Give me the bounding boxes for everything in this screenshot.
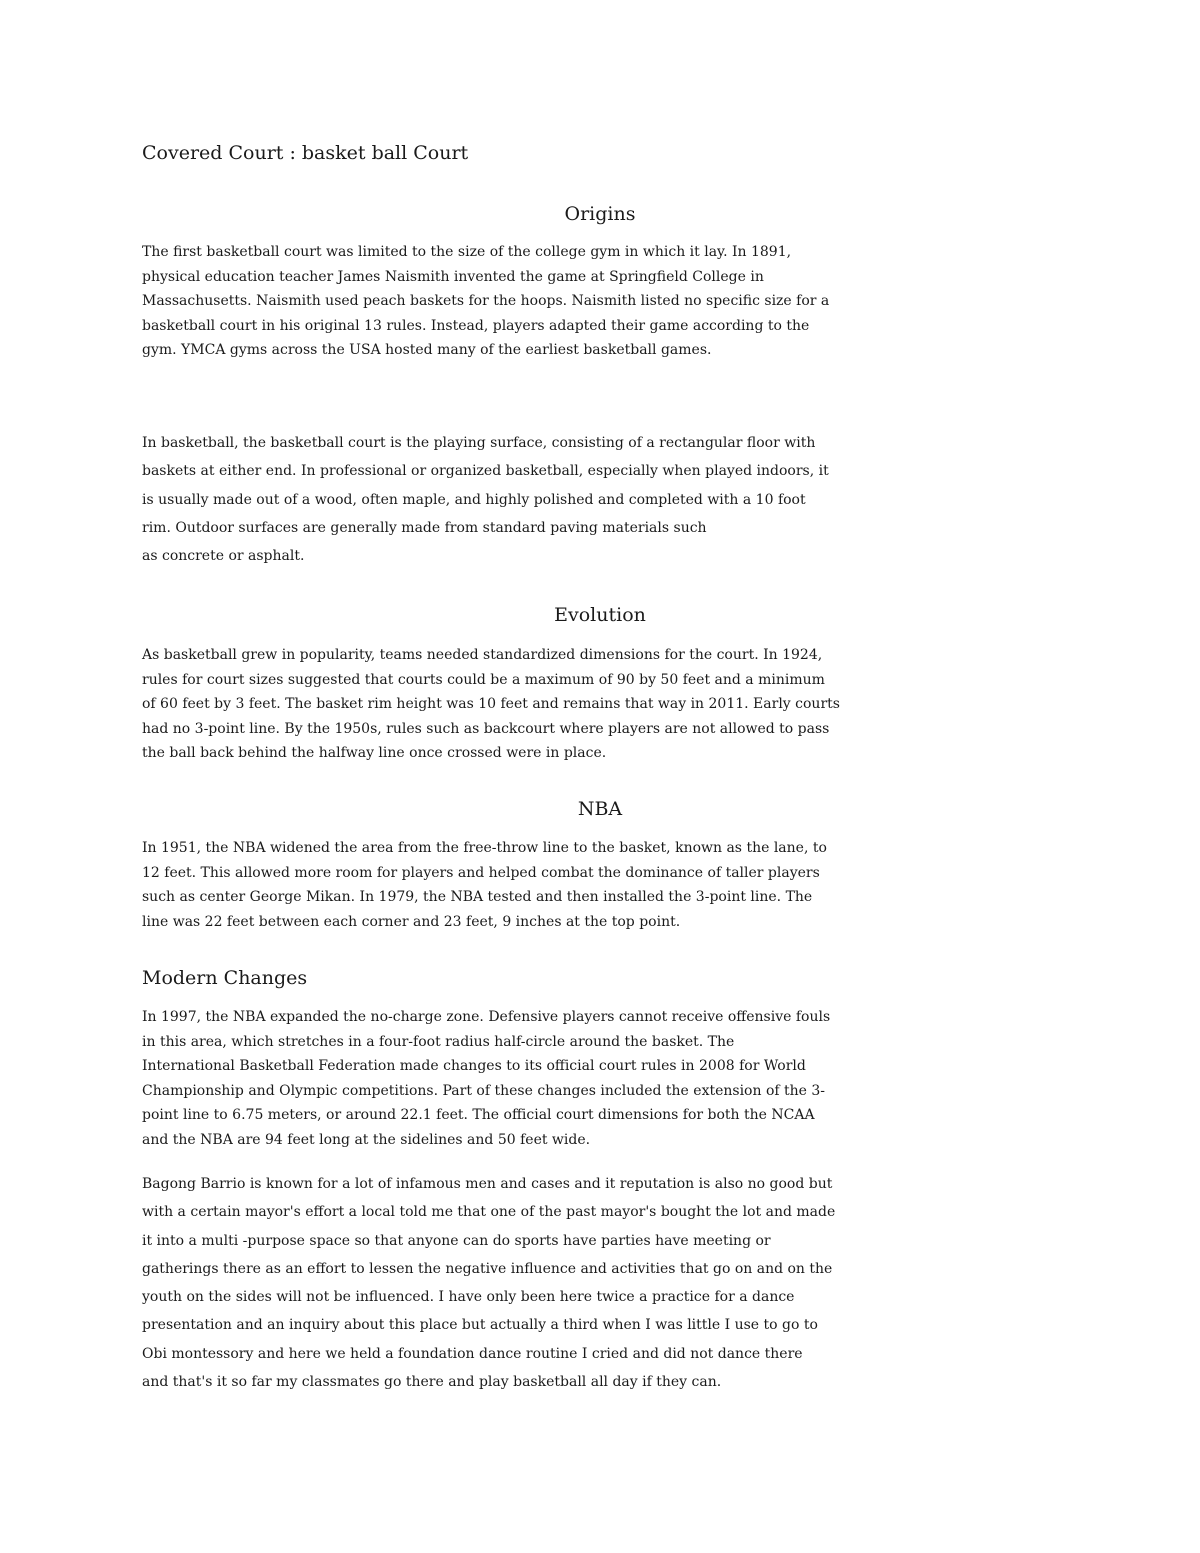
text-line: had no 3-point line. By the 1950s, rules such as backcourt where players are not allowed to pass	[142, 720, 830, 737]
text-line: As basketball grew in popularity, teams needed standardized dimensions for the court. In 1924,	[142, 647, 823, 663]
paragraph-court	[142, 429, 1067, 570]
text-line: In basketball, the basketball court is the playing surface, consisting of a rectangular floor with	[142, 435, 816, 451]
text-line: with a certain mayor's effort a local told me that one of the past mayor's bought the lot and made	[142, 1204, 836, 1221]
text-line: point line to 6.75 meters, or around 22.1 feet. The official court dimensions for both the NCAA	[142, 1107, 815, 1124]
text-line: rim. Outdoor surfaces are generally made from standard paving materials such	[142, 519, 707, 536]
text-line: Championship and Olympic competitions. Part of these changes included the extension of the 3-	[142, 1082, 826, 1099]
document-title: Covered Court : basket ball Court	[142, 142, 469, 164]
paragraph-modern-changes	[142, 1005, 1067, 1153]
text-line: baskets at either end. In professional or organized basketball, especially when played indoors, it	[142, 463, 829, 480]
text-line: and the NBA are 94 feet long at the sidelines and 50 feet wide.	[142, 1131, 591, 1148]
text-line: such as center George Mikan. In 1979, the NBA tested and then installed the 3-point line. The	[142, 889, 813, 906]
paragraph-evolution	[142, 643, 1067, 766]
text-line: youth on the sides will not be influenced. I have only been here twice a practice for a dance	[142, 1289, 795, 1306]
text-line: presentation and an inquiry about this place but actually a third when I was little I use to go to	[142, 1317, 818, 1334]
paragraph-nba	[142, 836, 1067, 934]
text-line: basketball court in his original 13 rules. Instead, players adapted their game according to the	[142, 317, 810, 334]
text-line: in this area, which stretches in a four-foot radius half-circle around the basket. The	[142, 1033, 735, 1050]
text-line: Massachusetts. Naismith used peach baskets for the hoops. Naismith listed no specific size for a	[142, 293, 830, 310]
text-line: The first basketball court was limited to the size of the college gym in which it lay. In 1891,	[142, 244, 792, 260]
text-line: is usually made out of a wood, often maple, and highly polished and completed with a 10 foot	[142, 491, 806, 508]
paragraph-origins	[142, 240, 1067, 363]
text-line: Obi montessory and here we held a foundation dance routine I cried and did not dance there	[142, 1345, 803, 1362]
text-line: as concrete or asphalt.	[142, 548, 305, 565]
text-line: In 1951, the NBA widened the area from the free-throw line to the basket, known as the lane, to	[142, 840, 827, 856]
heading-evolution: Evolution	[554, 604, 646, 626]
heading-modern-changes: Modern Changes	[142, 967, 308, 989]
text-line: line was 22 feet between each corner and 23 feet, 9 inches at the top point.	[142, 913, 681, 930]
text-line: the ball back behind the halfway line once crossed were in place.	[142, 745, 607, 762]
text-line: it into a multi -purpose space so that anyone can do sports have parties have meeting or	[142, 1232, 771, 1249]
text-line: gatherings there as an effort to lessen the negative influence and activities that go on and on the	[142, 1260, 833, 1277]
text-line: Bagong Barrio is known for a lot of infamous men and cases and it reputation is also no good but	[142, 1176, 833, 1192]
text-line: rules for court sizes suggested that courts could be a maximum of 90 by 50 feet and a minimum	[142, 671, 825, 688]
text-line: gym. YMCA gyms across the USA hosted many of the earliest basketball games.	[142, 342, 712, 359]
paragraph-bagong-barrio	[142, 1170, 1067, 1396]
text-line: of 60 feet by 3 feet. The basket rim height was 10 feet and remains that way in 2011. Early courts	[142, 696, 840, 713]
text-line: International Basketball Federation made changes to its official court rules in 2008 for World	[142, 1058, 806, 1075]
text-line: 12 feet. This allowed more room for players and helped combat the dominance of taller players	[142, 864, 820, 881]
heading-origins: Origins	[564, 203, 636, 225]
text-line: physical education teacher James Naismith invented the game at Springfield College in	[142, 268, 764, 285]
heading-nba: NBA	[577, 798, 623, 820]
text-line: and that's it so far my classmates go there and play basketball all day if they can.	[142, 1374, 722, 1391]
text-line: In 1997, the NBA expanded the no-charge zone. Defensive players cannot receive offensive fouls	[142, 1009, 831, 1025]
